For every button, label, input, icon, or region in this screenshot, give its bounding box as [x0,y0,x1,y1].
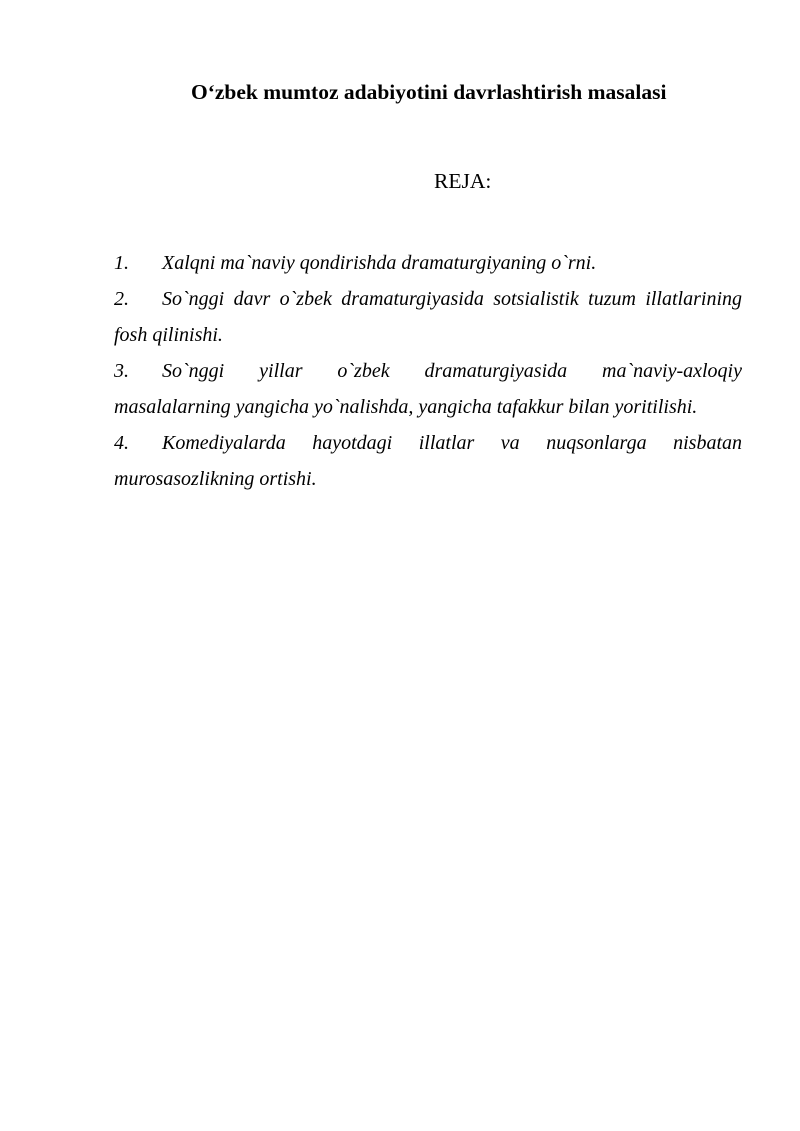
plan-item [114,353,742,425]
plan-item-text: Xalqni ma`naviy qondirishda dramaturgiyaning o`rni. [162,252,597,274]
plan-item [114,245,742,281]
plan-item [114,425,742,497]
document-title: O‘zbek mumtoz adabiyotini davrlashtirish masalasi [191,80,667,104]
plan-heading: REJA: [434,169,492,193]
plan-item-number: 2. [114,288,129,310]
plan-item-text: Komediyalarda hayotdagi illatlar va nuqsonlarga nisbatan murosasozlikning ortishi. [114,432,742,490]
plan-item-number: 1. [114,252,129,274]
plan-item-text: So`nggi yillar o`zbek dramaturgiyasida ma`naviy-axloqiy masalalarning yangicha yo`nalishda, yangicha tafakkur bilan yoritilishi. [114,360,742,418]
plan-item-number: 4. [114,432,129,454]
plan-item-text: So`nggi davr o`zbek dramaturgiyasida sotsialistik tuzum illatlarining fosh qilinishi. [114,288,742,346]
plan-item [114,281,742,353]
plan-item-number: 3. [114,360,129,382]
plan-list [114,245,742,497]
